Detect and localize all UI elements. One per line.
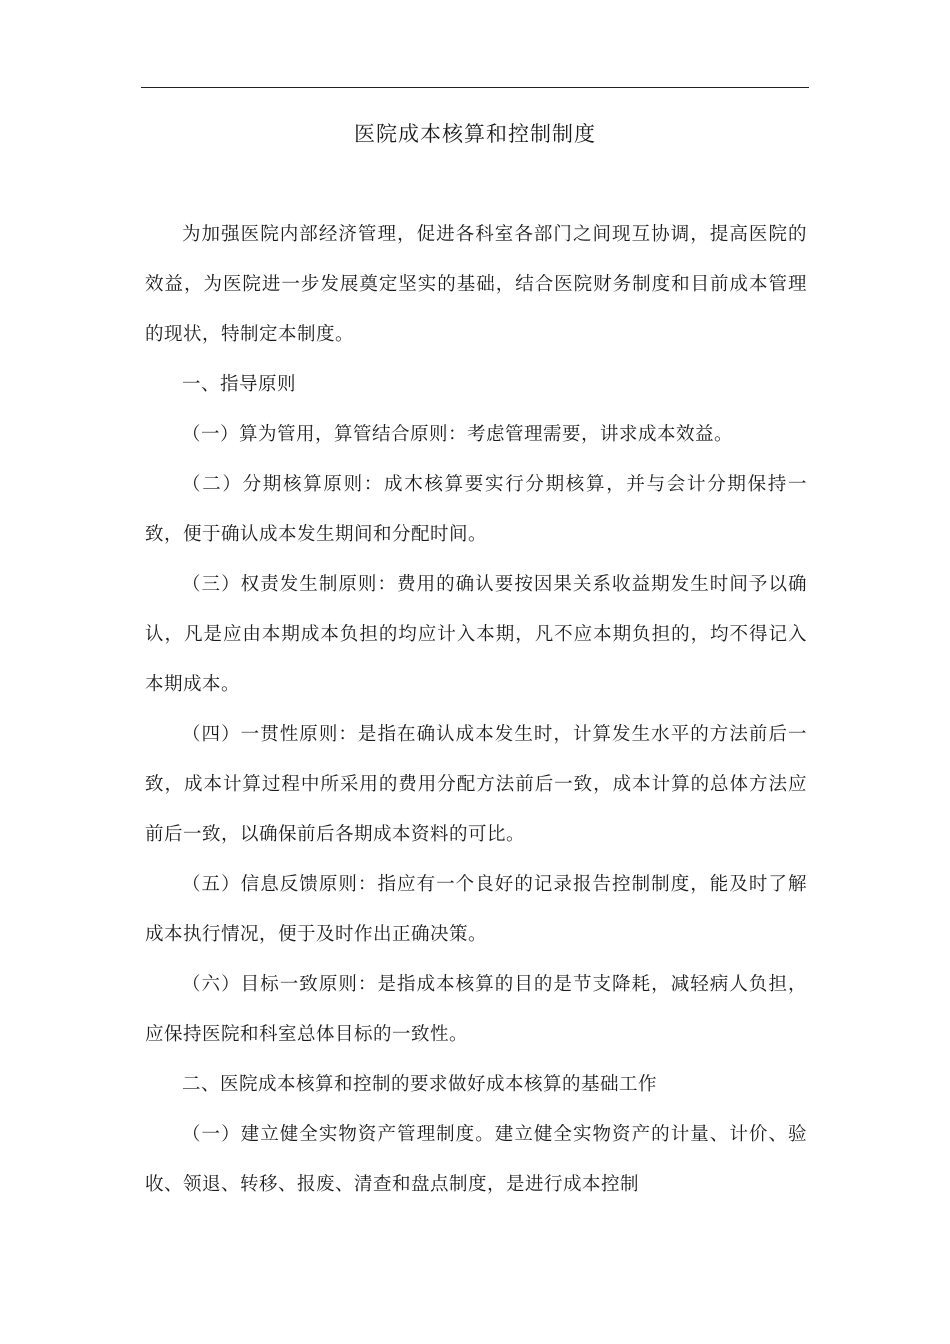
paragraph-principle-5: （五）信息反馈原则：指应有一个良好的记录报告控制制度，能及时了解成本执行情况，便于及时作出正确决策。 xyxy=(145,874,807,945)
section-heading-guiding-principles: 一、指导原则 xyxy=(182,374,297,395)
paragraph-principle-4: （四）一贯性原则：是指在确认成本发生时，计算发生水平的方法前后一致，成本计算过程中所采用的费用分配方法前后一致，成本计算的总体方法应前后一致，以确保前后各期成本资料的可比。 xyxy=(145,724,807,845)
paragraph-principle-3: （三）权责发生制原则：费用的确认要按因果关系收益期发生时间予以确认，凡是应由本期成本负担的均应计入本期，凡不应本期负担的，均不得记入本期成本。 xyxy=(145,574,807,695)
document-title: 医院成本核算和控制制度 xyxy=(354,122,596,146)
document-body xyxy=(145,210,807,1210)
header-rule xyxy=(141,87,809,88)
paragraph-requirement-1: （一）建立健全实物资产管理制度。建立健全实物资产的计量、计价、验收、领退、转移、报废、清查和盘点制度，是进行成本控制 xyxy=(145,1124,807,1195)
paragraph-principle-6: （六）目标一致原则：是指成本核算的目的是节支降耗，减轻病人负担，应保持医院和科室总体目标的一致性。 xyxy=(145,974,807,1045)
paragraph-intro: 为加强医院内部经济管理，促进各科室各部门之间现互协调，提高医院的效益，为医院进一步发展奠定坚实的基础，结合医院财务制度和目前成本管理的现状，特制定本制度。 xyxy=(145,224,807,345)
paragraph-principle-1: （一）算为管用，算管结合原则：考虑管理需要，讲求成本效益。 xyxy=(182,424,734,445)
paragraph-principle-2: （二）分期核算原则：成木核算要实行分期核算，并与会计分期保持一致，便于确认成本发生期间和分配时间。 xyxy=(145,474,807,545)
section-heading-requirements: 二、医院成本核算和控制的要求做好成本核算的基础工作 xyxy=(182,1074,658,1095)
